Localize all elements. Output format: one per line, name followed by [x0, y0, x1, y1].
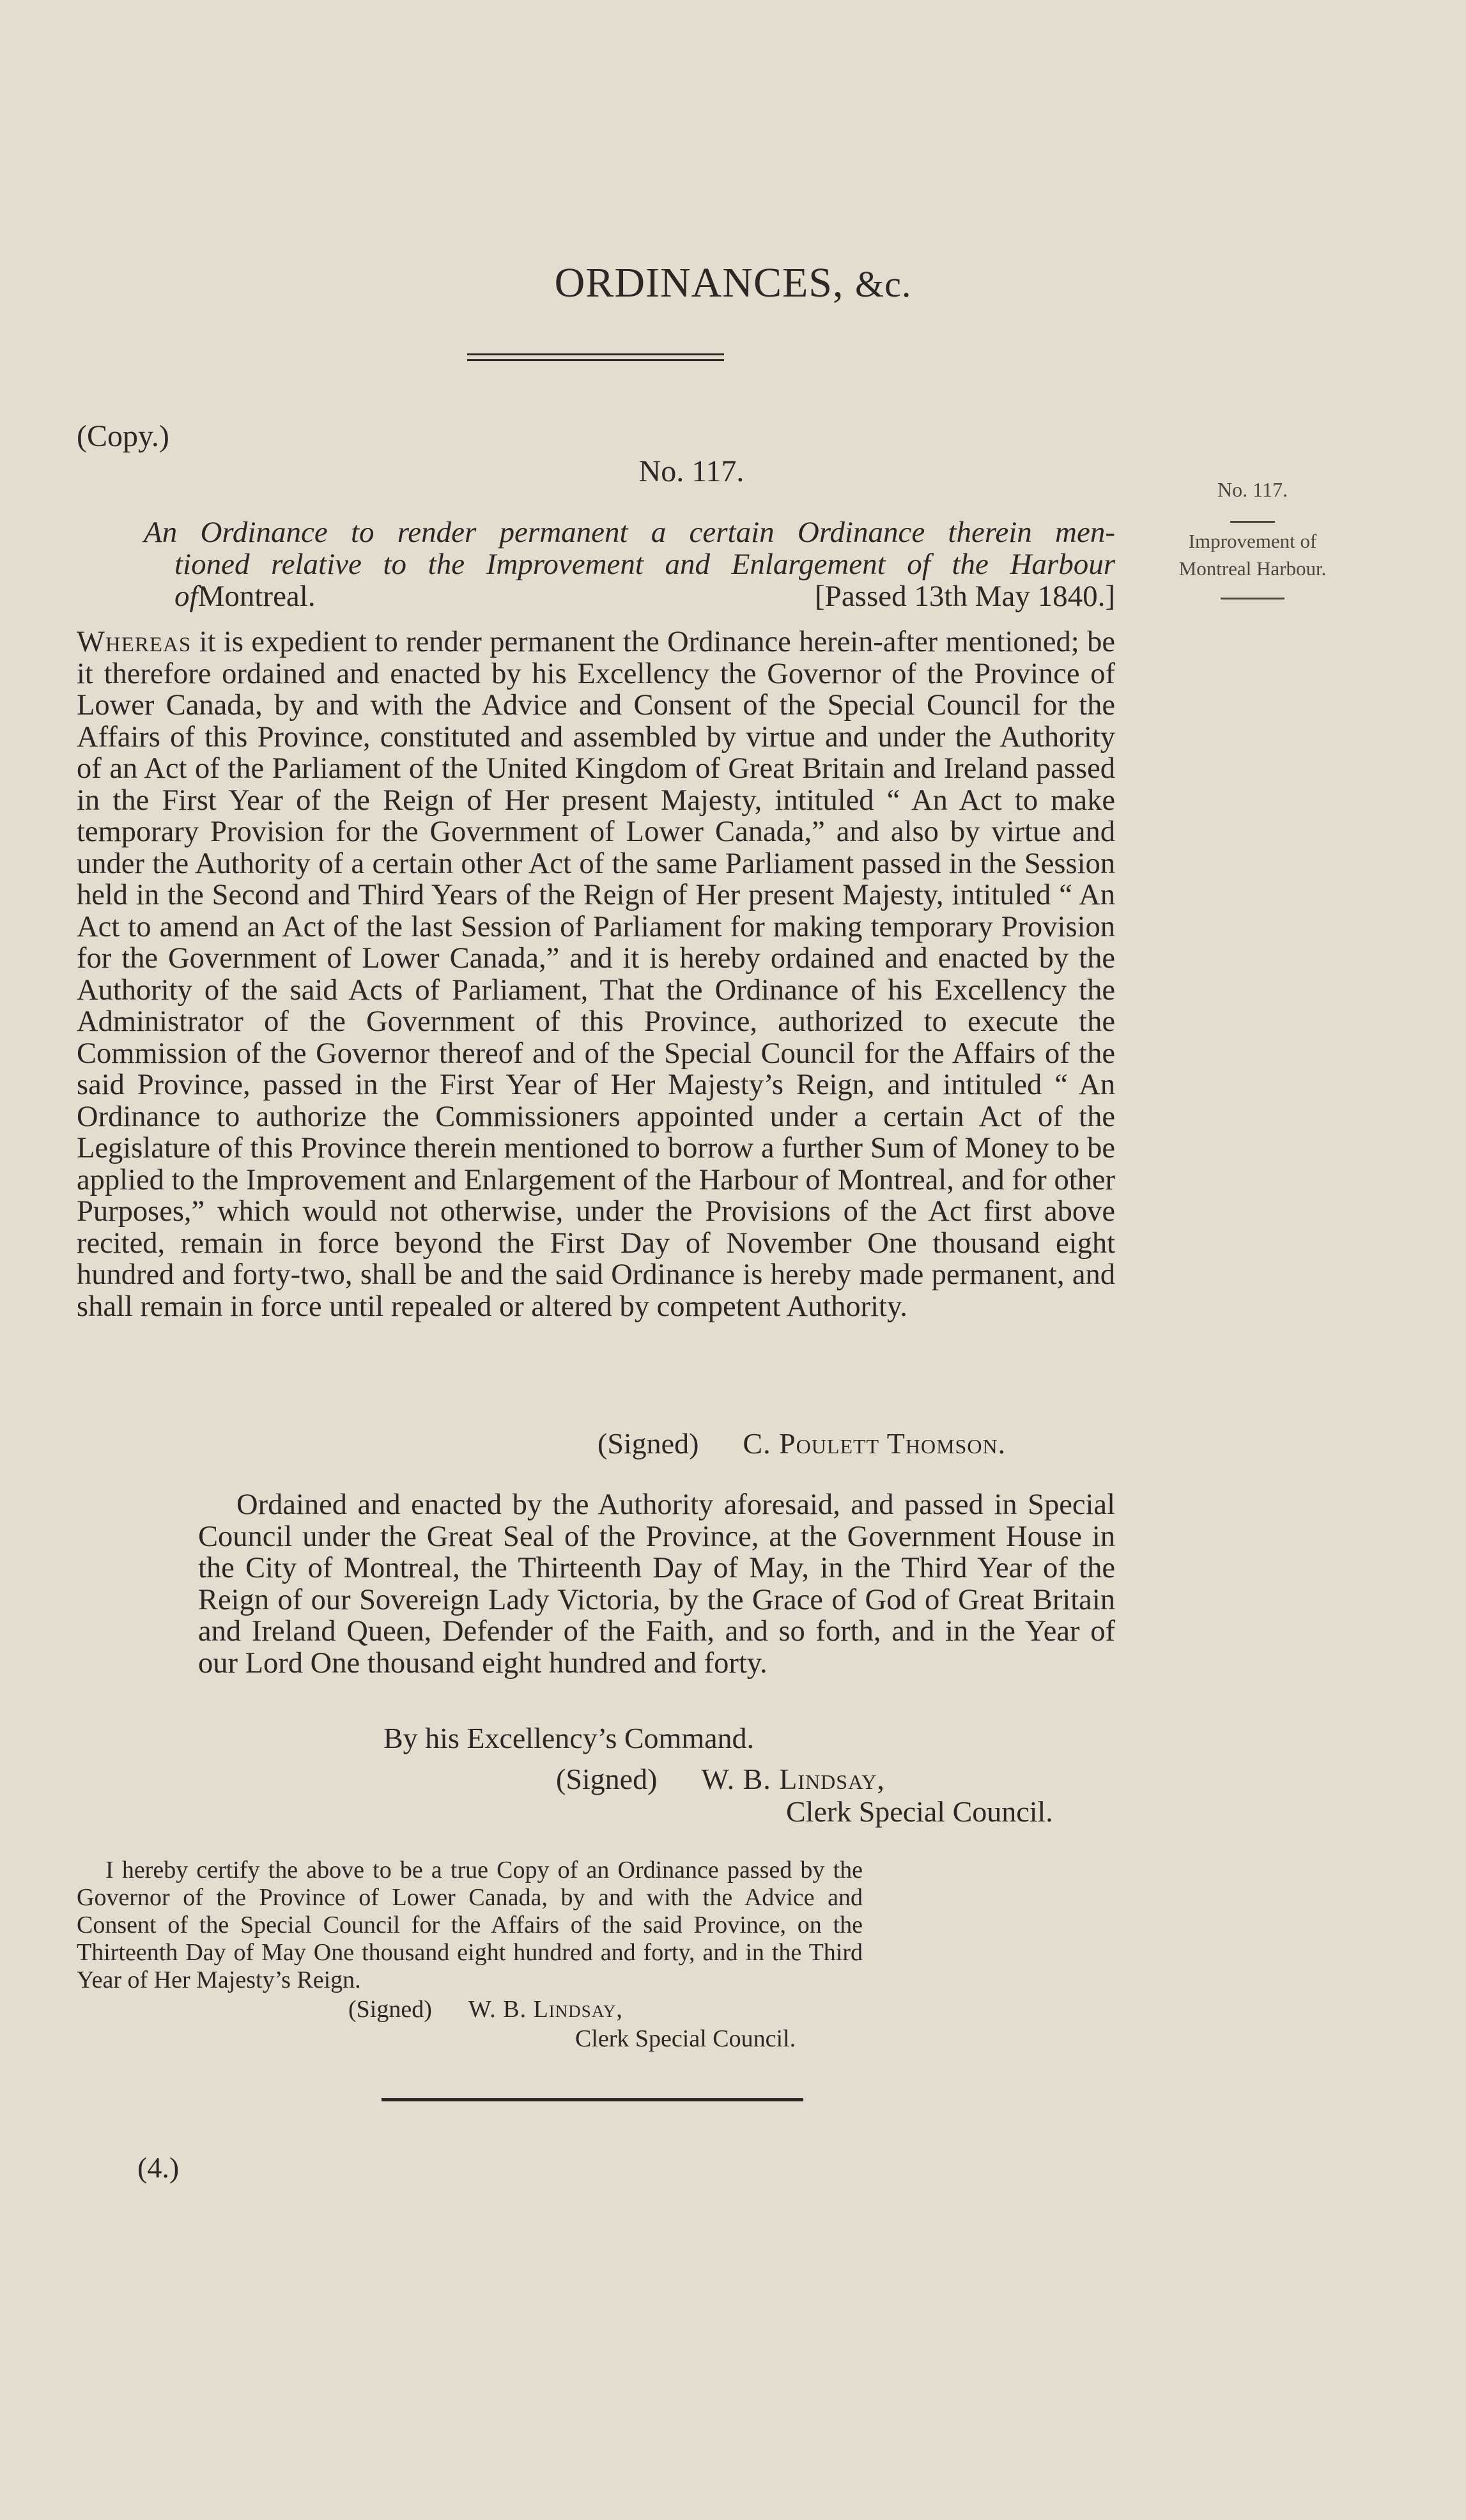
title-double-rule: [467, 353, 724, 361]
caption-line2: tioned relative to the Improvement and Enlargement of the Harbour: [174, 548, 1115, 581]
signature-clerk-title: Clerk Special Council.: [786, 1795, 1053, 1828]
caption-line3: [144, 580, 1115, 612]
signature-governor-name: C. Poulett Thomson.: [743, 1427, 1007, 1460]
title-text: ORDINANCES,: [554, 259, 844, 306]
margin-note-line2: Montreal Harbour.: [1178, 557, 1327, 580]
margin-note-line1: Improvement of: [1188, 530, 1317, 552]
ordinance-body-text: it is expedient to render permanent the Ordinance herein-after mentioned; be it therefore ordained and enacted by his Excellency the Governor of the Province of Lower Canada, by and with the Advice and Consent of the Special Council for the Affairs of this Province, constituted and assembled by virtue and under the Authority of an Act of the Parliament of the United Kingdom of Great Britain and Ireland passed in the First Year of the Reign of Her present Majesty, intituled “ An Act to make temporary Provision for the Government of Lower Canada,” and also by virtue and under the Authority of a certain other Act of the same Parliament passed in the Session held in the Second and Third Years of the Reign of Her present Majesty, intituled “ An Act to amend an Act of the last Session of Parliament for making temporary Provision for the Government of Lower Canada,” and it is hereby ordained and enacted by the Authority of the said Acts of Parliament, That the Ordinance of his Excellency the Administrator of the Government of this Province, authorized to execute the Commission of the Governor thereof and of the Special Council for the Affairs of the said Province, passed in the First Year of Her Majesty’s Reign, and intituled “ An Ordinance to authorize the Commissioners appointed under a certain Act of the Legislature of this Province therein mentioned to borrow a further Sum of Money to be applied to the Improvement and Enlargement of the Harbour of Montreal, and for other Purposes,” which would not otherwise, under the Provisions of the Act first above recited, remain in force beyond the First Day of November One thousand eight hundred and forty-two, shall be and the said Ordinance is hereby made permanent, and shall remain in force until repealed or altered by competent Authority.: [77, 626, 1115, 1323]
title-suffix: &c.: [855, 263, 912, 305]
margin-note-number: No. 117.: [1217, 478, 1288, 501]
signature-clerk-label: (Signed): [556, 1763, 658, 1795]
caption-line1: An Ordinance to render permanent a certain Ordinance therein men-: [144, 516, 1115, 549]
certificate-signature-name: W. B. Lindsay,: [468, 1996, 623, 2023]
ordained-text: Ordained and enacted by the Authority aforesaid, and passed in Special Council under the Great Seal of the Province, at the Government House in the City of Montreal, the Thirteenth Day of May, in the Third Year of the Reign of our Sovereign Lady Victoria, by the Grace of God of Great Britain and Ireland Queen, Defender of the Faith, and so forth, and in the Year of our Lord One thousand eight hundred and forty.: [198, 1488, 1115, 1680]
certificate-signature-title: Clerk Special Council.: [575, 2025, 796, 2052]
ordinance-number: No. 117.: [638, 454, 745, 488]
page-number: (4.): [137, 2151, 180, 2184]
closing-rule: [382, 2098, 803, 2101]
copy-label: (Copy.): [77, 419, 169, 453]
certificate-signature-label: (Signed): [348, 1996, 432, 2023]
signature-governor-label: (Signed): [598, 1427, 699, 1460]
ordinance-caption: [144, 516, 1115, 612]
whereas-word: Whereas: [77, 626, 192, 658]
margin-note-rule-bottom: [1221, 598, 1285, 599]
passed-date: [Passed 13th May 1840.]: [815, 580, 1115, 613]
margin-note: [1128, 527, 1377, 582]
signature-clerk-name: W. B. Lindsay,: [701, 1763, 885, 1795]
caption-of: of: [174, 580, 198, 613]
certificate-signature: [348, 1995, 623, 2023]
command-line: By his Excellency’s Command.: [383, 1722, 755, 1754]
margin-note-rule-top: [1230, 521, 1275, 523]
certificate-text: I hereby certify the above to be a true Copy of an Ordinance passed by the Governor of the Province of Lower Canada, by and with the Advice and Consent of the Special Council for the Affairs of the said Province, on the Thirteenth Day of May One thousand eight hundred and forty, and in the Third Year of Her Majesty’s Reign.: [77, 1857, 863, 1993]
page-title: [0, 259, 1466, 307]
signature-clerk: [556, 1762, 885, 1796]
certificate: [77, 1857, 863, 1994]
signature-governor: [598, 1426, 1006, 1460]
ordained-paragraph: [198, 1489, 1115, 1679]
caption-place: Montreal.: [197, 580, 316, 613]
ordinance-body: [77, 626, 1115, 1322]
